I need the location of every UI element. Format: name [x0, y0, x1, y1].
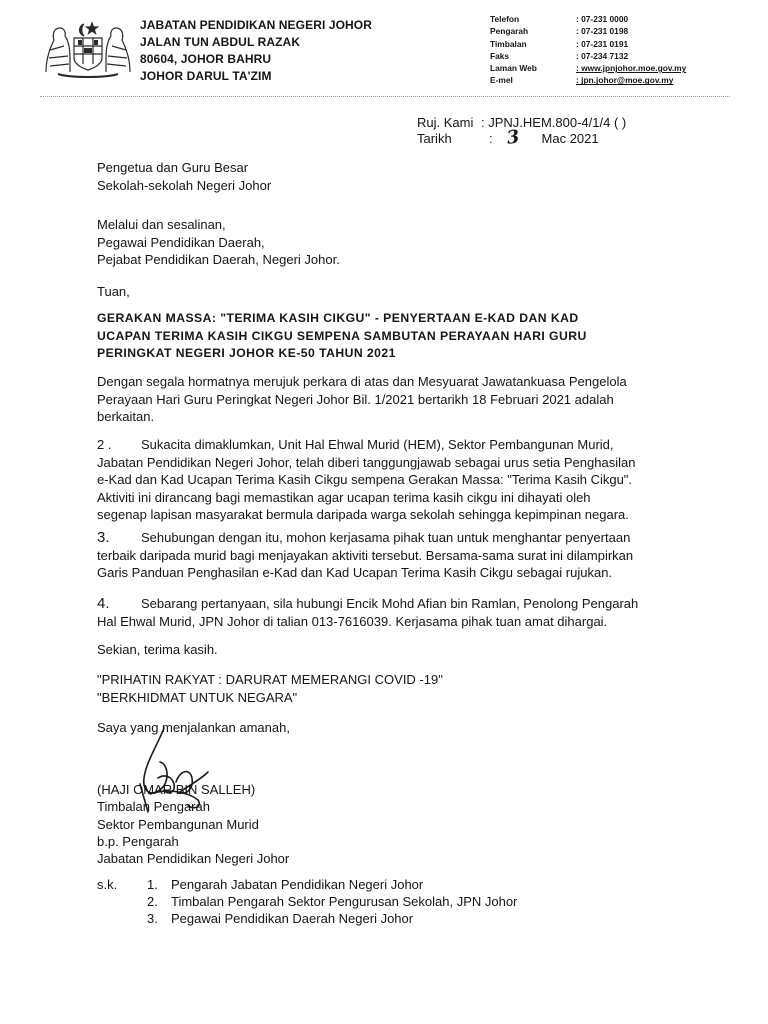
contact-value: : 07-231 0198	[576, 26, 629, 37]
contact-row-website	[490, 62, 686, 74]
cc-number: 2.	[147, 894, 158, 909]
signatory-name: (HAJI OMAR BIN SALLEH)	[97, 782, 256, 797]
contact-details	[490, 13, 686, 87]
signatory-block	[97, 781, 289, 867]
amanah-text: Saya yang menjalankan amanah,	[97, 720, 290, 735]
contact-label: Timbalan	[490, 38, 527, 49]
contact-row-deputy	[490, 38, 686, 50]
paragraph-line: segenap lapisan masyarakat bermula daripada warga sekolah sehingga kepimpinan negara.	[97, 507, 629, 522]
contact-value: : 07-231 0191	[576, 38, 629, 49]
addressee-line: Pengetua dan Guru Besar	[97, 160, 249, 175]
signatory-sector: Sektor Pembangunan Murid	[97, 816, 259, 832]
addressee	[97, 159, 271, 194]
contact-row-director	[490, 25, 686, 37]
paragraph-number: 3.	[97, 529, 110, 546]
reference-block	[417, 115, 626, 147]
signatory-on-behalf: b.p. Pengarah	[97, 833, 179, 849]
letterhead-divider	[40, 96, 730, 97]
mottos	[97, 671, 443, 706]
org-street: JALAN TUN ABDUL RAZAK	[140, 35, 301, 49]
via-line: Melalui dan sesalinan,	[97, 217, 226, 232]
paragraph-line: Sukacita dimaklumkan, Unit Hal Ehwal Murid (HEM), Sektor Pembangunan Murid,	[141, 437, 614, 452]
paragraph-line: e-Kad dan Kad Ucapan Terima Kasih Cikgu sempena Gerakan Massa: "Terima Kasih Cikgu".	[97, 472, 633, 487]
cc-text: Pegawai Pendidikan Daerah Negeri Johor	[171, 911, 414, 926]
contact-row-phone	[490, 13, 686, 25]
cc-list	[97, 876, 517, 927]
date-month-year: Mac 2021	[541, 131, 599, 146]
letter-subject	[97, 310, 587, 363]
contact-row-email	[490, 74, 686, 86]
paragraph-line: Perayaan Hari Guru Peringkat Negeri Johor Bil. 1/2021 bertarikh 18 Februari 2021 adalah	[97, 391, 614, 407]
signatory-department: Jabatan Pendidikan Negeri Johor	[97, 851, 290, 867]
paragraph-1	[97, 373, 627, 426]
contact-label: Telefon	[490, 14, 520, 24]
date-colon: :	[489, 131, 493, 146]
via-line: Pejabat Pendidikan Daerah, Negeri Johor.	[97, 252, 340, 267]
cc-text: Pengarah Jabatan Pendidikan Negeri Johor	[171, 877, 424, 892]
date-day-handwritten: 3	[505, 126, 521, 149]
contact-value: : 07-234 7132	[576, 50, 629, 61]
paragraph-line: Garis Panduan Penghasilan e-Kad dan Kad Ucapan Terima Kasih Cikgu sebagai rujukan.	[97, 565, 613, 580]
contact-label: Faks	[490, 50, 510, 61]
cc-number: 1.	[147, 877, 158, 892]
contact-row-fax	[490, 50, 686, 62]
closing-text: Sekian, terima kasih.	[97, 642, 218, 657]
cc-item	[97, 910, 517, 927]
paragraph-line: berkaitan.	[97, 409, 155, 424]
paragraph-line: Dengan segala hormatnya merujuk perkara di atas dan Mesyuarat Jawatankuasa Pengelola	[97, 374, 627, 389]
motto-line: "PRIHATIN RAKYAT : DARURAT MEMERANGI COVID -19"	[97, 672, 443, 687]
email-link[interactable]: : jpn.johor@moe.gov.my	[576, 75, 674, 86]
salutation: Tuan,	[97, 284, 130, 299]
org-postcode-city: 80604, JOHOR BAHRU	[140, 52, 272, 66]
date-label: Tarikh	[417, 131, 452, 146]
via-line: Pegawai Pendidikan Daerah,	[97, 234, 265, 250]
paragraph-line: Sehubungan dengan itu, mohon kerjasama pihak tuan untuk menghantar penyertaan	[141, 530, 631, 545]
reference-number: : JPNJ.HEM.800-4/1/4 ( )	[481, 115, 627, 130]
coat-of-arms-logo	[40, 14, 136, 80]
cc-number: 3.	[147, 911, 158, 926]
paragraph-3	[97, 529, 633, 582]
paragraph-line: Jabatan Pendidikan Negeri Johor, telah diberi tanggungjawab sebagai urus setia Penghasilan	[97, 454, 636, 470]
paragraph-number: 2 .	[97, 437, 112, 452]
contact-label: Pengarah	[490, 26, 529, 37]
contact-value: : 07-231 0000	[576, 14, 629, 24]
contact-label: E-mel	[490, 75, 513, 86]
addressee-line: Sekolah-sekolah Negeri Johor	[97, 177, 272, 193]
paragraph-line: Hal Ehwal Murid, JPN Johor di talian 013-7616039. Kerjasama pihak tuan amat dihargai.	[97, 613, 608, 629]
cc-item	[97, 893, 517, 910]
org-state: JOHOR DARUL TA'ZIM	[140, 69, 272, 83]
cc-label: s.k.	[97, 877, 118, 892]
via-block	[97, 216, 340, 269]
subject-line: GERAKAN MASSA: "TERIMA KASIH CIKGU" - PENYERTAAN E-KAD DAN KAD	[97, 311, 579, 325]
paragraph-2	[97, 436, 635, 524]
contact-label: Laman Web	[490, 63, 537, 74]
paragraph-4	[97, 595, 638, 630]
reference-label: Ruj. Kami	[417, 115, 474, 130]
org-name: JABATAN PENDIDIKAN NEGERI JOHOR	[140, 18, 373, 32]
reference-row	[417, 115, 626, 131]
subject-line: PERINGKAT NEGERI JOHOR KE-50 TAHUN 2021	[97, 346, 396, 360]
subject-line: UCAPAN TERIMA KASIH CIKGU SEMPENA SAMBUTAN PERAYAAN HARI GURU	[97, 328, 587, 343]
paragraph-line: Sebarang pertanyaan, sila hubungi Encik Mohd Afian bin Ramlan, Penolong Pengarah	[141, 596, 639, 611]
paragraph-line: Aktiviti ini dirancang bagi memastikan agar ucapan terima kasih cikgu ini dihayati oleh	[97, 489, 591, 505]
paragraph-line: terbaik daripada murid bagi menjayakan aktiviti tersebut. Bersama-sama surat ini dilampirkan	[97, 547, 634, 563]
motto-line: "BERKHIDMAT UNTUK NEGARA"	[97, 689, 298, 705]
organization-address	[140, 17, 372, 85]
website-link[interactable]: : www.jpnjohor.moe.gov.my	[576, 63, 687, 74]
cc-text: Timbalan Pengarah Sektor Pengurusan Sekolah, JPN Johor	[171, 894, 518, 909]
signatory-title: Timbalan Pengarah	[97, 799, 210, 815]
cc-item	[97, 876, 517, 893]
date-row	[417, 126, 626, 149]
paragraph-number: 4.	[97, 595, 110, 612]
